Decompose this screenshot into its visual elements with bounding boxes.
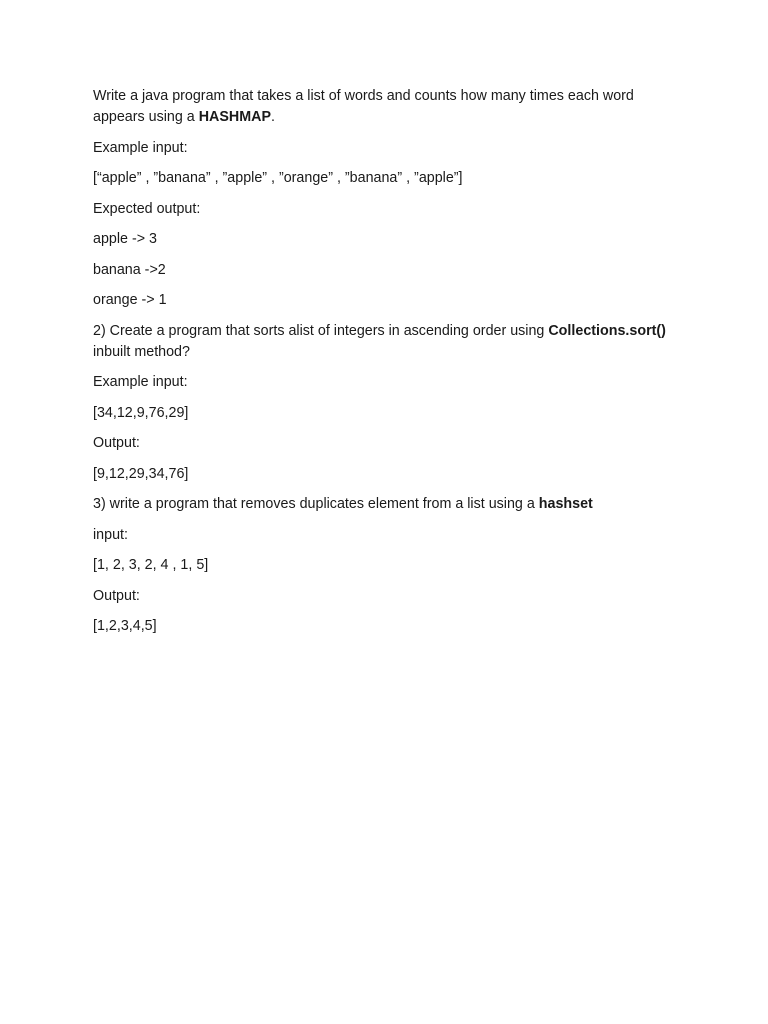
q2-example-input-label: Example input: <box>93 374 188 390</box>
document-body <box>93 86 683 647</box>
q1-expected-output-label: Expected output: <box>93 200 201 217</box>
q3-intro-text: 3) write a program that removes duplicates element from a list using a <box>93 496 539 512</box>
q1-example-input-label: Example input: <box>93 139 188 156</box>
q3-input-value: [1, 2, 3, 2, 4 , 1, 5] <box>93 557 209 573</box>
q1-output-line-apple: apple -> 3 <box>93 231 157 247</box>
q2-intro <box>93 321 683 363</box>
q2-example-input-value: [34,12,9,76,29] <box>93 404 189 421</box>
q2-intro-text: 2) Create a program that sorts alist of integers in ascending order using <box>93 322 549 339</box>
q3-intro <box>93 494 683 515</box>
q1-intro-suffix: . <box>271 109 275 125</box>
q1-output-line-banana: banana ->2 <box>93 261 166 278</box>
q3-input-label: input: <box>93 526 128 543</box>
q1-intro-bold: HASHMAP <box>198 109 271 125</box>
q1-intro-text: Write a java program that takes a list of words and counts how many times each word appears using a <box>93 88 638 125</box>
q1-example-input-value: [“apple” , ”banana” , ”apple” , ”orange” , ”banana” , ”apple”] <box>93 170 463 186</box>
q1-intro <box>93 86 683 128</box>
q2-intro-suffix: inbuilt method? <box>93 322 670 360</box>
q2-intro-bold: Collections.sort() <box>548 322 666 339</box>
q3-intro-bold: hashset <box>538 496 593 512</box>
q3-output-value: [1,2,3,4,5] <box>93 618 157 634</box>
q1-output-line-orange: orange -> 1 <box>93 292 167 308</box>
q2-output-label: Output: <box>93 435 140 451</box>
q3-output-label: Output: <box>93 587 140 604</box>
q2-output-value: [9,12,29,34,76] <box>93 465 189 482</box>
